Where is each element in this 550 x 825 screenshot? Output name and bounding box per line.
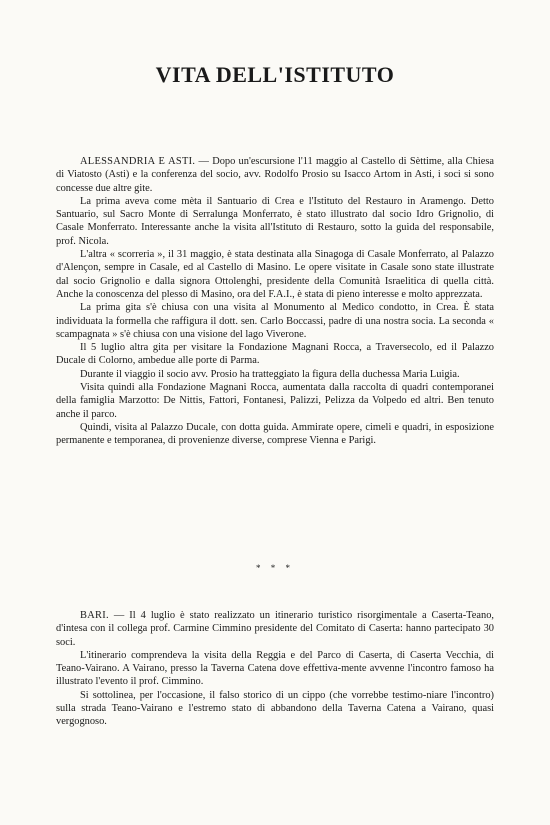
paragraph-text: — Il 4 luglio è stato realizzato un itinerario turistico risorgimentale a Caserta-Teano, d'intesa con il collega prof. Carmine Cimmino presidente del Comitato di Caserta: hanno partecipato 30 soci.	[56, 610, 494, 648]
section-lead: BARI.	[80, 610, 109, 621]
paragraph: L'itinerario comprendeva la visita della Reggia e del Parco di Caserta, di Caserta Vecchia, di Teano-Vairano. A Vairano, presso la Taverna Catena dove effettiva-mente avvenne l'incontro famoso ha illustrato l'evento il prof. Cimmino.	[56, 649, 494, 688]
section-separator: * * *	[256, 563, 294, 573]
paragraph	[56, 609, 494, 649]
page-title: VITA DELL'ISTITUTO	[155, 62, 395, 87]
paragraph: Si sottolinea, per l'occasione, il falso storico di un cippo (che vorrebbe testimo-niare l'incontro) sulla strada Teano-Vairano e l'estremo stato di abbandono della Taverna Catena a Vairano, quasi vergognoso.	[56, 689, 494, 728]
paragraph: L'altra « scorreria », il 31 maggio, è stata destinata alla Sinagoga di Casale Monferrato, al Palazzo d'Alençon, sempre in Casale, ed al Castello di Masino. Le opere visitate in Casale sono state illustrate dal socio Grignolio e dalla signora Ottolenghi, presidente della Comunità Israelitica di quella città. Anche la conoscenza del plesso di Masino, ora del F.A.I., è stata di pieno interesse e molto apprezzata.	[56, 249, 494, 300]
paragraph: Il 5 luglio altra gita per visitare la Fondazione Magnani Rocca, a Traversecolo, ed il Palazzo Ducale di Colorno, ambedue alle porte di Parma.	[56, 342, 494, 367]
paragraph: La prima gita s'è chiusa con una visita al Monumento al Medico condotto, in Crea. È stata individuata la formella che raffigura il dott. sen. Carlo Boccassi, padre di una nostra socia. La seconda « scampagnata » s'è chiusa con una visione del lago Viverone.	[56, 302, 494, 340]
paragraph: Visita quindi alla Fondazione Magnani Rocca, aumentata dalla raccolta di quadri contemporanei della famiglia Marzotto: De Nittis, Fattori, Fontanesi, Palizzi, Pelizza da Volpedo ed altri. Ben tenuto anche il parco.	[56, 382, 494, 420]
paragraph: La prima aveva come mèta il Santuario di Crea e l'Istituto del Restauro in Aramengo. Detto Santuario, sul Sacro Monte di Serralunga Monferrato, è stato illustrato dal socio Idro Grignolio, di Casale Monferrato. Interessante anche la visita all'Istituto di Restauro, sotto la guida del responsabile, prof. Nicola.	[56, 195, 494, 247]
paragraph-text: — Dopo un'escursione l'11 maggio al Castello di Sèttime, alla Chiesa di Viatosto (Asti) e la conferenza del socio, avv. Rodolfo Prosio su Isacco Artom in Asti, i soci si sono concesse due altre gite.	[56, 156, 494, 194]
section-bari	[56, 609, 494, 729]
section-lead: ALESSANDRIA E ASTI.	[80, 156, 196, 167]
paragraph: Durante il viaggio il socio avv. Prosio ha tratteggiato la figura della duchessa Maria Luigia.	[80, 368, 460, 380]
section-alessandria-asti	[56, 155, 494, 448]
paragraph: Quindi, visita al Palazzo Ducale, con dotta guida. Ammirate opere, cimeli e quadri, in esposizione permanente e temporanea, di provenienze diverse, comprese Vienna e Parigi.	[56, 421, 494, 447]
paragraph	[56, 155, 494, 195]
